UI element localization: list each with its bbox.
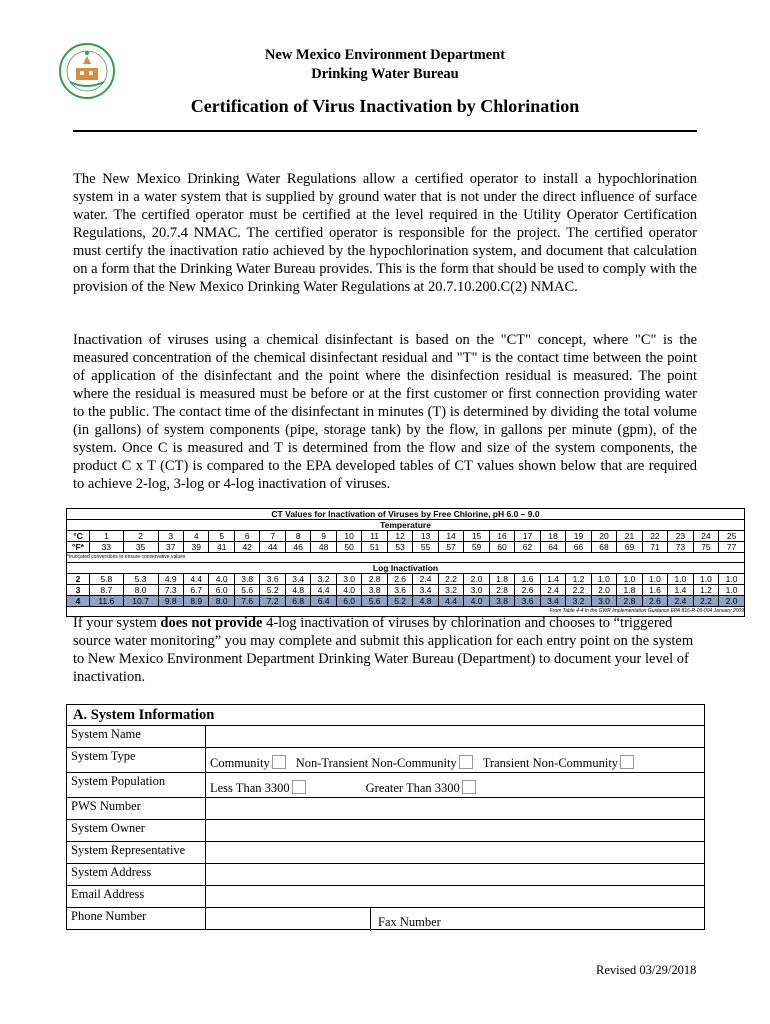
greater-than-label: Greater Than 3300 (365, 781, 460, 795)
log-3-row-cell: 3.4 (413, 585, 438, 596)
celsius-row-cell: 10 (336, 531, 361, 542)
p3-emphasis: does not provide (160, 615, 263, 631)
log-4-row-cell: 7.2 (260, 596, 285, 607)
log-3-row-cell: 5.6 (234, 585, 259, 596)
fahrenheit-row-cell: 62 (515, 542, 540, 553)
log-3-row-label: 3 (67, 585, 90, 596)
population-option-greater (366, 780, 486, 796)
system-representative-label: System Representative (67, 842, 206, 864)
log-4-row-cell: 2.6 (642, 596, 667, 607)
log-2-row-cell: 2.0 (464, 574, 489, 585)
section-a-heading: A. System Information (67, 705, 705, 726)
log-3-row-cell: 3.2 (438, 585, 463, 596)
log-4-row-cell: 4.0 (464, 596, 489, 607)
system-address-field[interactable] (206, 864, 705, 886)
log-3-row-cell: 1.4 (668, 585, 693, 596)
log-2-row-cell: 3.6 (260, 574, 285, 585)
log-3-row-cell: 4.0 (336, 585, 361, 596)
fahrenheit-row-cell: 64 (540, 542, 565, 553)
log-2-row-cell: 3.4 (285, 574, 310, 585)
log-4-row-label: 4 (67, 596, 90, 607)
revised-date: Revised 03/29/2018 (596, 963, 697, 977)
fahrenheit-row-cell: 35 (123, 542, 158, 553)
celsius-row-cell: 18 (540, 531, 565, 542)
log-4-row-cell: 6.0 (336, 596, 361, 607)
fahrenheit-row-cell: 66 (566, 542, 591, 553)
celsius-row-cell: 22 (642, 531, 667, 542)
log-3-row-cell: 2.0 (591, 585, 616, 596)
log-4-row-cell: 9.8 (158, 596, 183, 607)
email-address-field[interactable] (206, 886, 705, 908)
celsius-row-cell: 6 (234, 531, 259, 542)
celsius-row-cell: 13 (413, 531, 438, 542)
log-4-row-cell: 2.2 (693, 596, 718, 607)
fahrenheit-row-cell: 75 (693, 542, 718, 553)
celsius-row-cell: 4 (183, 531, 208, 542)
log-3-row-cell: 6.0 (209, 585, 234, 596)
population-option-less (210, 780, 366, 796)
temperature-header-row (67, 520, 745, 531)
system-population-field (206, 773, 705, 798)
celsius-row-cell: 20 (591, 531, 616, 542)
fahrenheit-row-cell: 77 (719, 542, 745, 553)
log-3-row-cell: 3.6 (387, 585, 412, 596)
fahrenheit-row (67, 542, 745, 553)
log-4-row-cell: 5.2 (387, 596, 412, 607)
log-2-row-cell: 1.6 (515, 574, 540, 585)
celsius-row-cell: 25 (719, 531, 745, 542)
ct-table-title: CT Values for Inactivation of Viruses by Free Chlorine, pH 6.0 – 9.0 (67, 509, 745, 520)
log-2-row-cell: 1.0 (642, 574, 667, 585)
log-2-row-cell: 1.0 (693, 574, 718, 585)
log-2-row-cell: 5.8 (90, 574, 124, 585)
celsius-row-cell: 16 (489, 531, 514, 542)
fahrenheit-row-cell: 60 (489, 542, 514, 553)
fahrenheit-row-cell: 53 (387, 542, 412, 553)
log-3-row-cell: 6.7 (183, 585, 208, 596)
bureau-name: Drinking Water Bureau (311, 66, 459, 82)
celsius-row-cell: 2 (123, 531, 158, 542)
tnc-checkbox[interactable] (620, 755, 634, 769)
log-4-row-cell: 2.0 (719, 596, 745, 607)
ntnc-checkbox[interactable] (459, 755, 473, 769)
celsius-row-cell: 12 (387, 531, 412, 542)
tnc-label: Transient Non-Community (482, 756, 619, 770)
log-4-row-cell: 3.6 (515, 596, 540, 607)
celsius-row-cell: 24 (693, 531, 718, 542)
log-3-row-cell: 7.3 (158, 585, 183, 596)
log-3-row-cell: 2.6 (515, 585, 540, 596)
celsius-row-cell: 7 (260, 531, 285, 542)
system-name-label: System Name (67, 726, 206, 748)
log-2-row-cell: 2.6 (387, 574, 412, 585)
p3-rest: 4-log inactivation of viruses by chlorination and chooses to “triggered source water monitoring” you may complete and submit this application for each entry point on the system to New Mexico Environment Department Drinking Water Bureau (Department) to document your level of inactivation. (73, 615, 694, 685)
log-2-row-cell: 3.0 (336, 574, 361, 585)
log-4-row-cell: 3.4 (540, 596, 565, 607)
log-3-row-cell: 2.2 (566, 585, 591, 596)
fahrenheit-row-cell: 59 (464, 542, 489, 553)
log-3-row-cell: 2.4 (540, 585, 565, 596)
log-3-row-cell: 1.0 (719, 585, 745, 596)
log-2-row-cell: 4.4 (183, 574, 208, 585)
log-3-row-cell: 8.0 (123, 585, 158, 596)
celsius-row-cell: 1 (90, 531, 124, 542)
celsius-row-cell: 5 (209, 531, 234, 542)
pws-number-field[interactable] (206, 798, 705, 820)
log-2-row-cell: 1.4 (540, 574, 565, 585)
system-owner-field[interactable] (206, 820, 705, 842)
log-4-row-cell: 7.6 (234, 596, 259, 607)
fax-number-label: Fax Number (378, 915, 441, 929)
department-name: New Mexico Environment Department (264, 47, 506, 63)
log-3-row-cell: 2.8 (489, 585, 514, 596)
table-source: From Table 4-4 In the GWR Implementation Guidance EPA 816-R-09-004 January 2009 (67, 607, 745, 617)
fahrenheit-row-cell: 57 (438, 542, 463, 553)
log-2-row-cell: 2.4 (413, 574, 438, 585)
fahrenheit-row-cell: 33 (90, 542, 124, 553)
system-population-label: System Population (67, 773, 206, 798)
temperature-header: Temperature (67, 520, 745, 531)
log-4-row-cell: 6.8 (285, 596, 310, 607)
system-type-label: System Type (67, 748, 206, 773)
log-3-row-cell: 3.0 (464, 585, 489, 596)
system-representative-field[interactable] (206, 842, 705, 864)
system-information-table (66, 704, 705, 930)
log-2-row-cell: 1.0 (719, 574, 745, 585)
less-than-label: Less Than 3300 (210, 781, 290, 795)
log-4-row (67, 596, 745, 607)
log-4-row-cell: 8.9 (183, 596, 208, 607)
log-4-row-cell: 4.8 (413, 596, 438, 607)
fahrenheit-row-cell: 51 (362, 542, 387, 553)
fahrenheit-row-cell: 48 (311, 542, 336, 553)
log-4-row-cell: 2.4 (668, 596, 693, 607)
fahrenheit-row-cell: 55 (413, 542, 438, 553)
fahrenheit-row-cell: 44 (260, 542, 285, 553)
celsius-row-cell: 15 (464, 531, 489, 542)
log-4-row-cell: 3.2 (566, 596, 591, 607)
system-owner-label: System Owner (67, 820, 206, 842)
log-4-row-cell: 8.0 (209, 596, 234, 607)
celsius-row-cell: 14 (438, 531, 463, 542)
greater-than-checkbox[interactable] (462, 780, 476, 794)
log-2-row-cell: 3.8 (234, 574, 259, 585)
fahrenheit-row-cell: 41 (209, 542, 234, 553)
log-2-row-cell: 2.8 (362, 574, 387, 585)
email-address-label: Email Address (67, 886, 206, 908)
type-option-community (210, 755, 296, 771)
conversion-note-row (67, 553, 745, 563)
fahrenheit-row-cell: 69 (617, 542, 642, 553)
log-3-row-cell: 1.8 (617, 585, 642, 596)
log-3-row-cell: 1.6 (642, 585, 667, 596)
celsius-row-cell: 9 (311, 531, 336, 542)
community-checkbox[interactable] (272, 755, 286, 769)
celsius-row (67, 531, 745, 542)
celsius-row-cell: 21 (617, 531, 642, 542)
log-3-row-cell: 4.8 (285, 585, 310, 596)
log-4-row-cell: 10.7 (123, 596, 158, 607)
log-2-row-label: 2 (67, 574, 90, 585)
log-inactivation-header: Log Inactivation (67, 563, 745, 574)
fahrenheit-row-cell: 71 (642, 542, 667, 553)
fahrenheit-row-cell: 68 (591, 542, 616, 553)
ct-table-title-row (67, 509, 745, 520)
phone-number-label: Phone Number (67, 908, 206, 930)
ntnc-label: Non-Transient Non-Community (295, 756, 457, 770)
log-4-row-cell: 6.4 (311, 596, 336, 607)
log-3-row-cell: 1.2 (693, 585, 718, 596)
log-2-row-cell: 1.2 (566, 574, 591, 585)
log-inactivation-header-row (67, 563, 745, 574)
title-rule (73, 130, 697, 132)
log-4-row-cell: 2.8 (617, 596, 642, 607)
log-3-row-cell: 8.7 (90, 585, 124, 596)
system-address-label: System Address (67, 864, 206, 886)
fahrenheit-row-cell: 39 (183, 542, 208, 553)
log-2-row-cell: 1.0 (617, 574, 642, 585)
log-2-row-cell: 5.3 (123, 574, 158, 585)
triggered-monitoring-paragraph (73, 614, 697, 686)
fax-divider (370, 907, 371, 931)
log-3-row (67, 585, 745, 596)
log-2-row-cell: 4.0 (209, 574, 234, 585)
log-3-row-cell: 3.8 (362, 585, 387, 596)
log-2-row-cell: 3.2 (311, 574, 336, 585)
celsius-row-cell: 8 (285, 531, 310, 542)
fahrenheit-row-cell: 50 (336, 542, 361, 553)
ct-concept-paragraph: Inactivation of viruses using a chemical disinfectant is based on the "CT" concept, where "C" is the measured concentration of the chemical disinfectant residual and "T" is the contact time between the point of application of the disinfectant and the point where the disinfection residual is measured. The point where the residual is measured must be before or at the first customer or first connection providing water to the public. The contact time of the disinfectant in minutes (T) is determined by dividing the total volume (in gallons) of system components (pipe, storage tank) by the flow, in gallons per minute (gpm), of the system. Once C is measured and T is determined from the flow and size of the system components, the product C x T (CT) is compared to the EPA developed tables of CT values shown below that are required to achieve 2-log, 3-log or 4-log inactivation of viruses. (73, 332, 697, 492)
fahrenheit-row-cell: 46 (285, 542, 310, 553)
log-2-row-cell: 1.0 (668, 574, 693, 585)
system-name-field[interactable] (206, 726, 705, 748)
log-2-row-cell: 4.9 (158, 574, 183, 585)
type-option-ntnc (296, 755, 483, 771)
ct-values-table (66, 508, 745, 617)
log-4-row-cell: 5.6 (362, 596, 387, 607)
log-2-row-cell: 1.0 (591, 574, 616, 585)
log-2-row-cell: 2.2 (438, 574, 463, 585)
intro-paragraph: The New Mexico Drinking Water Regulations allow a certified operator to install a hypochlorination system in a water system that is supplied by ground water that is not under the direct influence of surface water. The certified operator must be certified at the level required in the Utility Operator Certification Regulations, 20.7.4 NMAC. The certified operator is responsible for the project. The certified operator must certify the inactivation ratio achieved by the hypochlorination system, and document that calculation on a form that the Drinking Water Bureau provides. This is the form that should be used to comply with the provision of the New Mexico Drinking Water Regulations at 20.7.10.200.C(2) NMAC. (73, 171, 697, 295)
log-4-row-cell: 3.8 (489, 596, 514, 607)
fahrenheit-row-cell: 42 (234, 542, 259, 553)
celsius-row-cell: 3 (158, 531, 183, 542)
log-2-row (67, 574, 745, 585)
celsius-row-cell: 17 (515, 531, 540, 542)
type-option-tnc (483, 755, 644, 771)
fahrenheit-row-label: °F* (67, 542, 90, 553)
celsius-row-label: °C (67, 531, 90, 542)
celsius-row-cell: 19 (566, 531, 591, 542)
celsius-row-cell: 11 (362, 531, 387, 542)
p3-lead: If your system (73, 615, 161, 631)
log-3-row-cell: 4.4 (311, 585, 336, 596)
log-4-row-cell: 4.4 (438, 596, 463, 607)
community-label: Community (210, 756, 270, 770)
fahrenheit-row-cell: 73 (668, 542, 693, 553)
pws-number-label: PWS Number (67, 798, 206, 820)
phone-fax-field[interactable] (206, 908, 705, 930)
log-3-row-cell: 5.2 (260, 585, 285, 596)
log-4-row-cell: 11.6 (90, 596, 124, 607)
fahrenheit-row-cell: 37 (158, 542, 183, 553)
log-4-row-cell: 3.0 (591, 596, 616, 607)
log-2-row-cell: 1.8 (489, 574, 514, 585)
page-title: Certification of Virus Inactivation by Chlorination (190, 96, 580, 116)
system-type-field (206, 748, 705, 773)
conversion-note: *truncated conversions to ensure conservative values (67, 553, 745, 563)
celsius-row-cell: 23 (668, 531, 693, 542)
less-than-checkbox[interactable] (292, 780, 306, 794)
